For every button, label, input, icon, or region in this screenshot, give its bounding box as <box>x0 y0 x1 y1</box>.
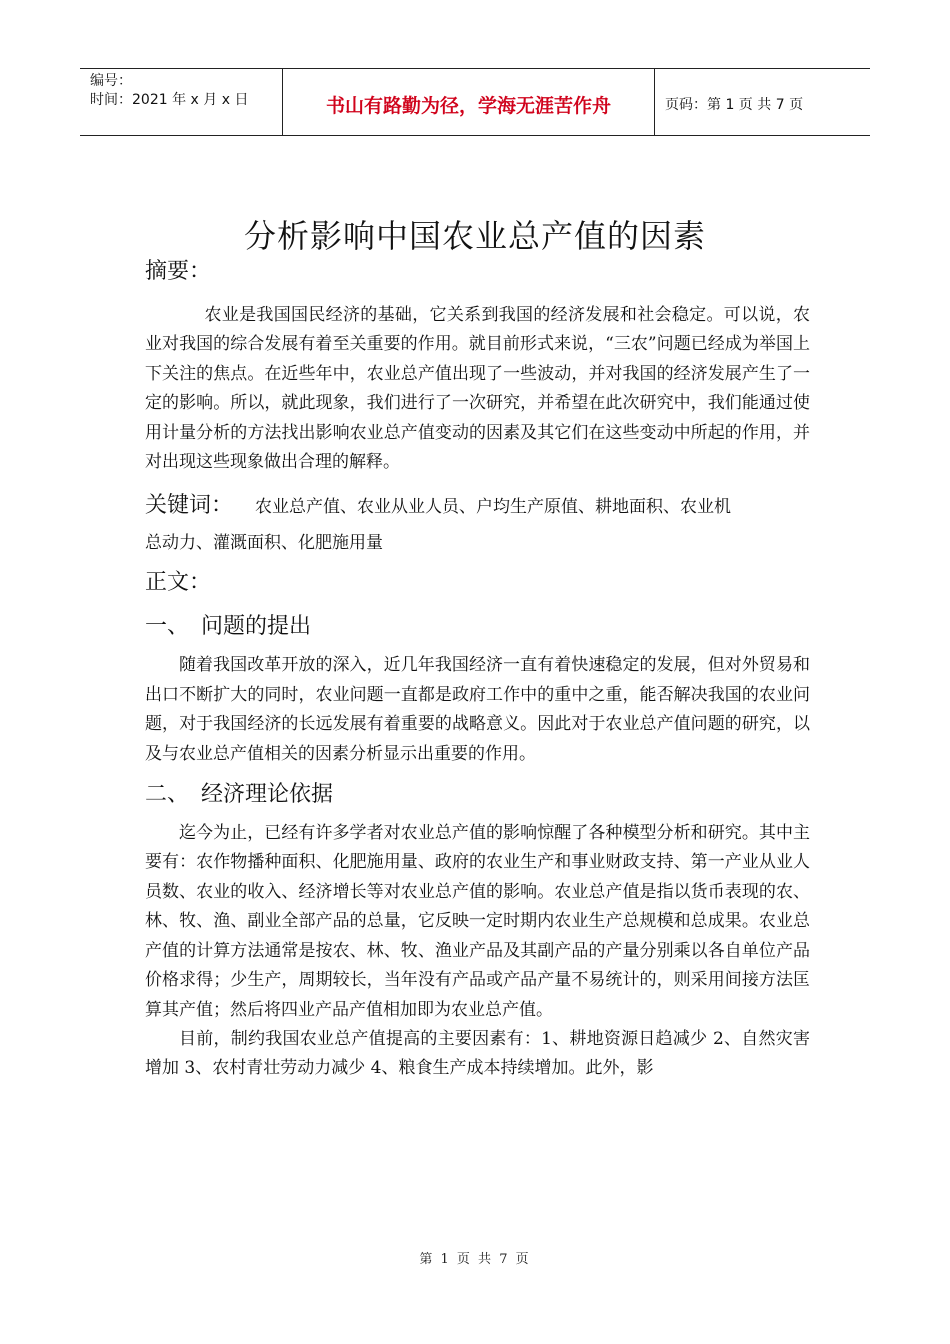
section-heading <box>145 779 810 811</box>
document-body <box>145 256 810 1084</box>
header-page-indicator: 页码：第 1 页 共 7 页 <box>665 97 804 113</box>
section-1 <box>145 611 810 769</box>
document-title: 分析影响中国农业总产值的因素 <box>243 217 706 256</box>
header-motto: 书山有路勤为径，学海无涯苦作舟 <box>282 69 655 135</box>
section-number: 二、 <box>145 782 190 808</box>
section-2 <box>145 779 810 1084</box>
keywords-line-2: 总动力、灌溉面积、化肥施用量 <box>145 533 383 554</box>
abstract-text: 农业是我国国民经济的基础，它关系到我国的经济发展和社会稳定。可以说，农业对我国的综合发展有着至关重要的作用。就目前形式来说，“三农”问题已经成为举国上下关注的焦点。在近些年中，农业总产值出现了一些波动，并对我国的经济发展产生了一定的影响。所以，就此现象，我们进行了一次研究，并希望在此次研究中，我们能通过使用计量分析的方法找出影响农业总产值变动的因素及其它们在这些变动中所起的作用，并对出现这些现象做出合理的解释。 <box>145 305 810 473</box>
paragraph: 目前，制约我国农业总产值提高的主要因素有：1、耕地资源日趋减少 2、自然灾害增加 3、农村青壮劳动力减少 4、粮食生产成本持续增加。此外，影 <box>145 1028 810 1079</box>
abstract-label: 摘要： <box>145 259 212 284</box>
section-title: 问题的提出 <box>201 614 312 640</box>
page-header-table <box>80 68 870 136</box>
keywords-section <box>145 490 810 563</box>
page-footer: 第 1 页 共 7 页 <box>419 1252 531 1267</box>
paragraph: 随着我国改革开放的深入，近几年我国经济一直有着快速稳定的发展，但对外贸易和出口不断扩大的同时，农业问题一直都是政府工作中的重中之重，能否解决我国的农业问题，对于我国经济的长远发展有着重要的战略意义。因此对于农业总产值问题的研究，以及与农业总产值相关的因素分析显示出重要的作用。 <box>145 655 810 764</box>
document-time-label: 时间：2021 年 x 月 x 日 <box>90 92 249 108</box>
abstract-section <box>145 256 810 477</box>
section-title: 经济理论依据 <box>201 782 334 808</box>
document-number-label: 编号： <box>90 73 132 89</box>
header-meta-cell <box>80 69 282 135</box>
keywords-label: 关键词： <box>145 493 234 519</box>
section-number: 一、 <box>145 614 190 640</box>
keywords-line-1: 农业总产值、农业从业人员、户均生产原值、耕地面积、农业机 <box>255 497 732 518</box>
body-label: 正文： <box>145 570 212 596</box>
section-heading <box>145 611 810 643</box>
paragraph: 迄今为止，已经有许多学者对农业总产值的影响惊醒了各种模型分析和研究。其中主要有：农作物播种面积、化肥施用量、政府的农业生产和事业财政支持、第一产业从业人员数、农业的收入、经济增长等对农业总产值的影响。农业总产值是指以货币表现的农、林、牧、渔、副业全部产品的总量，它反映一定时期内农业生产总规模和总成果。农业总产值的计算方法通常是按农、林、牧、渔业产品及其副产品的产量分别乘以各自单位产品价格求得；少生产，周期较长，当年没有产品或产品产量不易统计的，则采用间接方法匡算其产值；然后将四业产品产值相加即为农业总产值。 <box>145 823 810 1020</box>
